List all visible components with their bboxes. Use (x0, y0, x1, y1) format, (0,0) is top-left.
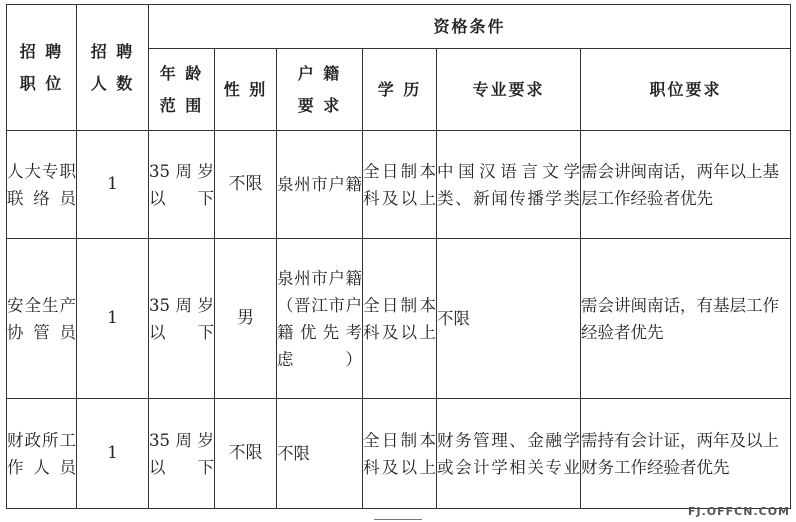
cell-education: 全日制本科及以上 (363, 239, 437, 399)
header-major: 专业要求 (437, 49, 581, 131)
cell-position: 人大专职联络员 (7, 131, 77, 239)
header-count-line1: 招 聘 (90, 41, 135, 61)
cell-gender: 不限 (215, 399, 277, 509)
header-age-line2: 范 围 (159, 95, 204, 115)
header-hukou-line2: 要 求 (297, 95, 342, 115)
cell-requirement: 需持有会计证，两年及以上财务工作经验者优先 (581, 399, 791, 509)
cell-education: 全日制本科及以上 (363, 399, 437, 509)
cell-count: 1 (77, 399, 149, 509)
table-row (7, 399, 791, 509)
cell-age: 35周岁以下 (149, 399, 215, 509)
cell-age: 35周岁以下 (149, 239, 215, 399)
header-education: 学 历 (363, 49, 437, 131)
cell-gender: 男 (215, 239, 277, 399)
cell-hukou: 泉州市户籍（晋江市户籍优先考虑） (277, 239, 363, 399)
table-row (7, 131, 791, 239)
cell-gender: 不限 (215, 131, 277, 239)
header-age (149, 49, 215, 131)
cell-position: 财政所工作人员 (7, 399, 77, 509)
cell-major: 财务管理、金融学或会计学相关专业 (437, 399, 581, 509)
header-row-top (7, 5, 791, 49)
cell-hukou: 泉州市户籍 (277, 131, 363, 239)
header-age-line1: 年 龄 (159, 63, 204, 83)
cell-education: 全日制本科及以上 (363, 131, 437, 239)
cell-age: 35周岁以下 (149, 131, 215, 239)
header-position-line2: 职 位 (19, 73, 64, 93)
header-job-requirements: 职位要求 (581, 49, 791, 131)
header-position-line1: 招 聘 (19, 41, 64, 61)
cell-requirement: 需会讲闽南话，有基层工作经验者优先 (581, 239, 791, 399)
cell-position: 安全生产协管员 (7, 239, 77, 399)
header-hukou (277, 49, 363, 131)
cell-major: 中国汉语言文学类、新闻传播学类 (437, 131, 581, 239)
table-row (7, 239, 791, 399)
header-qualifications: 资格条件 (149, 5, 791, 49)
cell-major: 不限 (437, 239, 581, 399)
recruitment-table (6, 4, 791, 509)
header-count (77, 5, 149, 131)
header-gender: 性 别 (215, 49, 277, 131)
cell-count: 1 (77, 131, 149, 239)
cell-requirement: 需会讲闽南话，两年以上基层工作经验者优先 (581, 131, 791, 239)
cell-hukou: 不限 (277, 399, 363, 509)
header-position (7, 5, 77, 131)
divider (374, 519, 422, 520)
header-hukou-line1: 户 籍 (297, 63, 342, 83)
recruitment-table-container (6, 4, 790, 509)
watermark: FJ.OFFCN.COM (688, 505, 790, 518)
cell-count: 1 (77, 239, 149, 399)
header-count-line2: 人 数 (90, 73, 135, 93)
